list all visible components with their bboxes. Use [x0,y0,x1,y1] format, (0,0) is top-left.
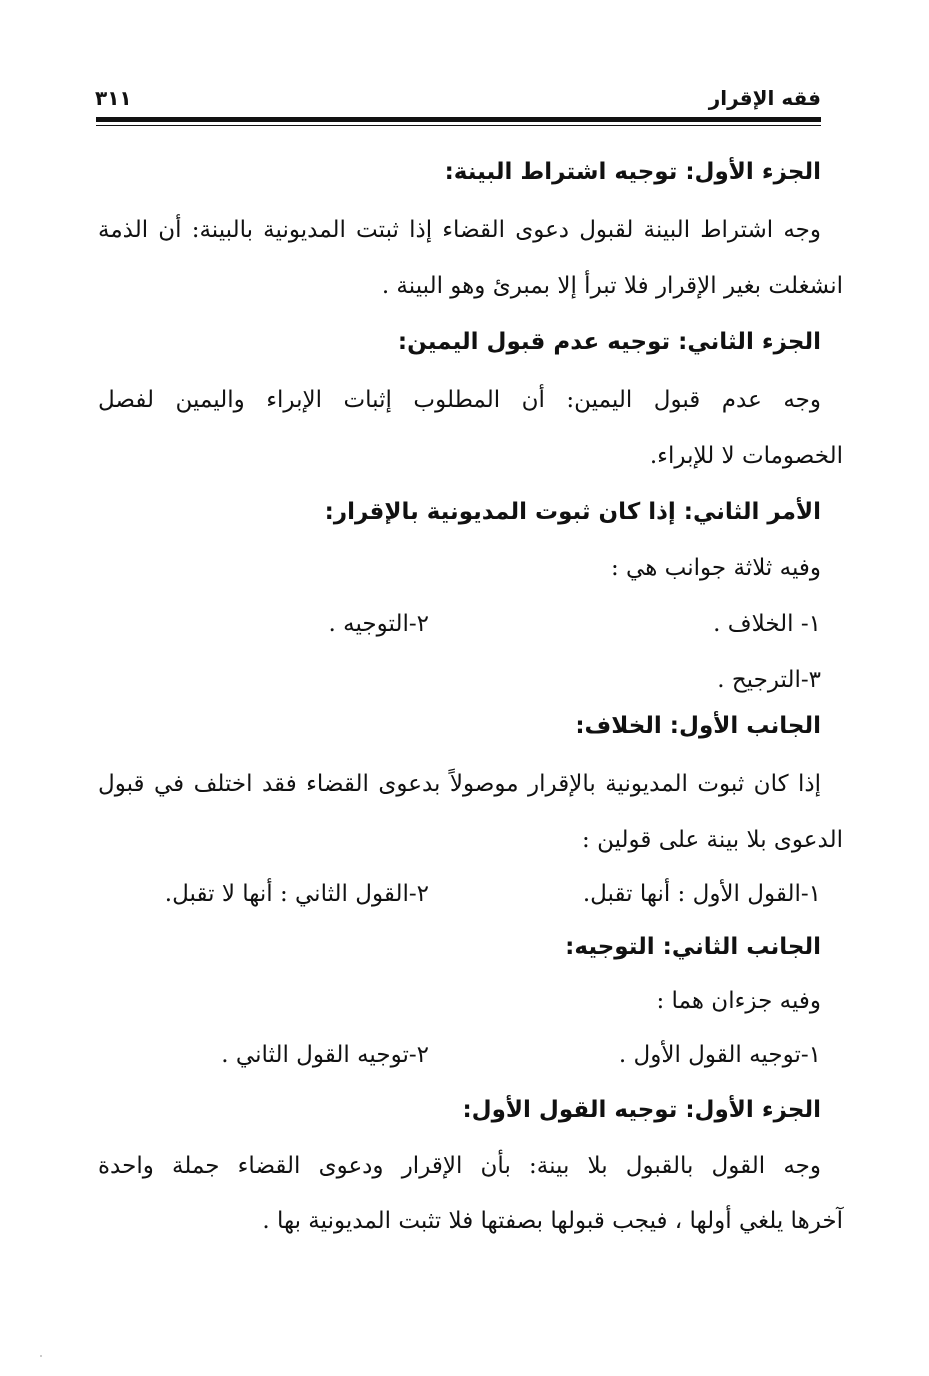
paragraph-line: وجه عدم قبول اليمين: أن المطلوب إثبات الإبراء واليمين لفصل [98,387,821,413]
paragraph-line: انشغلت بغير الإقرار فلا تبرأ إلا بمبرئ وهو البينة . [381,273,843,299]
paragraph-line: وفيه جزءان هما : [656,988,821,1014]
section-heading: الأمر الثاني: إذا كان ثبوت المديونية بالإقرار: [324,499,821,525]
list-item: ١-القول الأول : أنها تقبل. [582,881,821,907]
paragraph-line: وفيه ثلاثة جوانب هي : [611,555,821,581]
paragraph-line: آخرها يلغي أولها ، فيجب قبولها بصفتها فلا تثبت المديونية بها . [262,1208,843,1234]
scan-speck [40,1355,42,1357]
page-number: ٣١١ [95,86,132,110]
running-header-title: فقه الإقرار [708,86,821,110]
list-item: ١- الخلاف . [713,611,821,637]
list-item: ١-توجيه القول الأول . [618,1042,821,1068]
paragraph-line: وجه القول بالقبول بلا بينة: بأن الإقرار ودعوى القضاء جملة واحدة [98,1153,821,1179]
list-item: ٣-الترجيح . [717,667,821,693]
list-item: ٢-التوجيه . [328,611,429,637]
paragraph-line: الخصومات لا للإبراء. [649,443,843,469]
paragraph-line: إذا كان ثبوت المديونية بالإقرار موصولاً بدعوى القضاء فقد اختلف في قبول [98,771,821,797]
header-rule-thick [96,117,821,122]
list-item: ٢-توجيه القول الثاني . [221,1042,429,1068]
paragraph-line: وجه اشتراط البينة لقبول دعوى القضاء إذا ثبتت المديونية بالبينة: أن الذمة [98,217,821,243]
section-heading: الجانب الأول: الخلاف: [575,713,821,739]
section-heading: الجزء الثاني: توجيه عدم قبول اليمين: [397,329,821,355]
section-heading: الجانب الثاني: التوجيه: [565,934,821,960]
paragraph-line: الدعوى بلا بينة على قولين : [582,827,843,853]
list-item: ٢-القول الثاني : أنها لا تقبل. [164,881,429,907]
section-heading: الجزء الأول: توجيه اشتراط البينة: [444,159,821,185]
header-rule-thin [96,125,821,126]
section-heading: الجزء الأول: توجيه القول الأول: [462,1097,821,1123]
